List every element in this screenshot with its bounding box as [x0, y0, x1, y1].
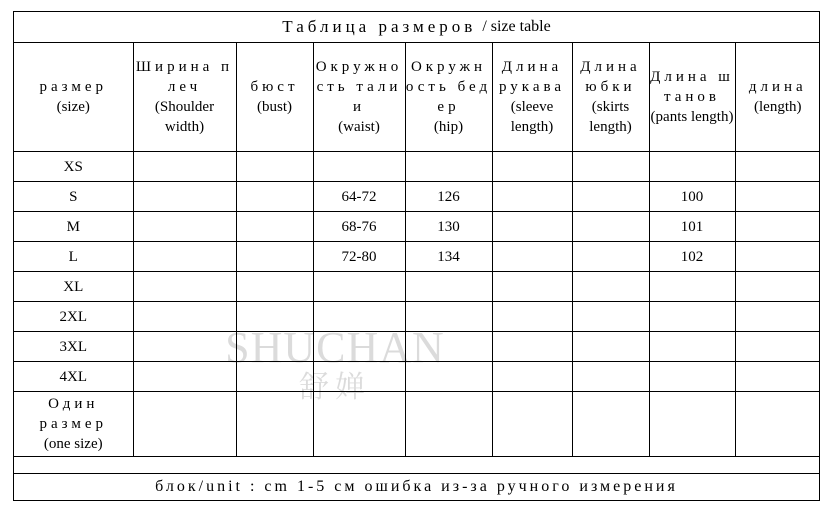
cell-pants — [649, 362, 735, 392]
table-row — [14, 182, 820, 212]
size-chart — [13, 11, 820, 501]
cell-shoulder — [133, 152, 236, 182]
cell-pants — [649, 272, 735, 302]
cell-sleeve — [492, 302, 572, 332]
cell-size: 4XL — [14, 362, 133, 392]
cell-waist — [313, 272, 405, 302]
cell-size: L — [14, 242, 133, 272]
cell-empty — [236, 392, 313, 457]
cell-shoulder — [133, 302, 236, 332]
cell-sleeve — [492, 152, 572, 182]
cell-hip — [405, 152, 492, 182]
watermark-en: SHUCHAN — [225, 323, 445, 372]
cell-sleeve — [492, 272, 572, 302]
cell-bust — [236, 332, 313, 362]
cell-length — [735, 212, 820, 242]
cell-skirt — [572, 362, 649, 392]
cell-shoulder — [133, 332, 236, 362]
cell-hip — [405, 362, 492, 392]
cell-size: XS — [14, 152, 133, 182]
cell-hip: 130 — [405, 212, 492, 242]
cell-waist — [313, 302, 405, 332]
cell-bust — [236, 362, 313, 392]
header-waist: Окружность талии (waist) — [313, 43, 405, 152]
cell-sleeve — [492, 212, 572, 242]
cell-hip — [405, 302, 492, 332]
cell-length — [735, 152, 820, 182]
cell-length — [735, 362, 820, 392]
cell-length — [735, 302, 820, 332]
cell-waist — [313, 152, 405, 182]
cell-length — [735, 332, 820, 362]
table-row — [14, 242, 820, 272]
header-size: размер (size) — [14, 43, 133, 152]
cell-skirt — [572, 332, 649, 362]
title-ru: Таблица размеров — [282, 17, 477, 36]
cell-empty — [572, 392, 649, 457]
cell-hip — [405, 272, 492, 302]
table-row-one-size — [14, 392, 820, 457]
cell-shoulder — [133, 272, 236, 302]
cell-bust — [236, 152, 313, 182]
cell-waist: 72-80 — [313, 242, 405, 272]
cell-empty — [313, 392, 405, 457]
cell-size: M — [14, 212, 133, 242]
watermark-cn: 舒婵 — [299, 371, 371, 404]
cell-length — [735, 272, 820, 302]
cell-sleeve — [492, 182, 572, 212]
header-sleeve: Длина рукава (sleeve length) — [492, 43, 572, 152]
cell-pants: 102 — [649, 242, 735, 272]
header-shoulder: Ширина плеч (Shoulder width) — [133, 43, 236, 152]
cell-skirt — [572, 302, 649, 332]
cell-bust — [236, 302, 313, 332]
table-row — [14, 212, 820, 242]
cell-hip: 134 — [405, 242, 492, 272]
cell-empty — [405, 392, 492, 457]
header-pants: Длина штанов (pants length) — [649, 43, 735, 152]
footer-note: блок/unit : cm 1-5 см ошибка из-за ручного измерения — [14, 473, 819, 500]
cell-length — [735, 182, 820, 212]
cell-empty — [735, 392, 820, 457]
cell-waist — [313, 362, 405, 392]
table-row — [14, 272, 820, 302]
table-row — [14, 362, 820, 392]
cell-bust — [236, 182, 313, 212]
cell-shoulder — [133, 212, 236, 242]
cell-length — [735, 242, 820, 272]
cell-waist: 68-76 — [313, 212, 405, 242]
cell-pants — [649, 332, 735, 362]
cell-bust — [236, 272, 313, 302]
cell-size: 2XL — [14, 302, 133, 332]
cell-empty — [649, 392, 735, 457]
table-row — [14, 302, 820, 332]
table-row — [14, 332, 820, 362]
header-row — [14, 43, 820, 152]
cell-one-size: Один размер (one size) — [14, 392, 133, 457]
cell-size: XL — [14, 272, 133, 302]
size-table — [14, 43, 820, 457]
header-skirt: Длина юбки (skirts length) — [572, 43, 649, 152]
cell-hip: 126 — [405, 182, 492, 212]
cell-sleeve — [492, 362, 572, 392]
cell-skirt — [572, 212, 649, 242]
cell-empty — [492, 392, 572, 457]
cell-waist: 64-72 — [313, 182, 405, 212]
cell-pants — [649, 302, 735, 332]
table-row — [14, 152, 820, 182]
cell-waist — [313, 332, 405, 362]
cell-sleeve — [492, 242, 572, 272]
title-en: / size table — [482, 18, 551, 35]
cell-hip — [405, 332, 492, 362]
header-length: длина (length) — [735, 43, 820, 152]
cell-shoulder — [133, 242, 236, 272]
cell-empty — [133, 392, 236, 457]
cell-size: 3XL — [14, 332, 133, 362]
cell-shoulder — [133, 362, 236, 392]
header-bust: бюст (bust) — [236, 43, 313, 152]
cell-skirt — [572, 242, 649, 272]
cell-bust — [236, 212, 313, 242]
cell-sleeve — [492, 332, 572, 362]
cell-pants: 101 — [649, 212, 735, 242]
table-title — [14, 12, 819, 43]
cell-shoulder — [133, 182, 236, 212]
cell-skirt — [572, 182, 649, 212]
cell-pants: 100 — [649, 182, 735, 212]
cell-skirt — [572, 152, 649, 182]
header-hip: Окружность бедер (hip) — [405, 43, 492, 152]
cell-bust — [236, 242, 313, 272]
cell-size: S — [14, 182, 133, 212]
cell-skirt — [572, 272, 649, 302]
cell-pants — [649, 152, 735, 182]
